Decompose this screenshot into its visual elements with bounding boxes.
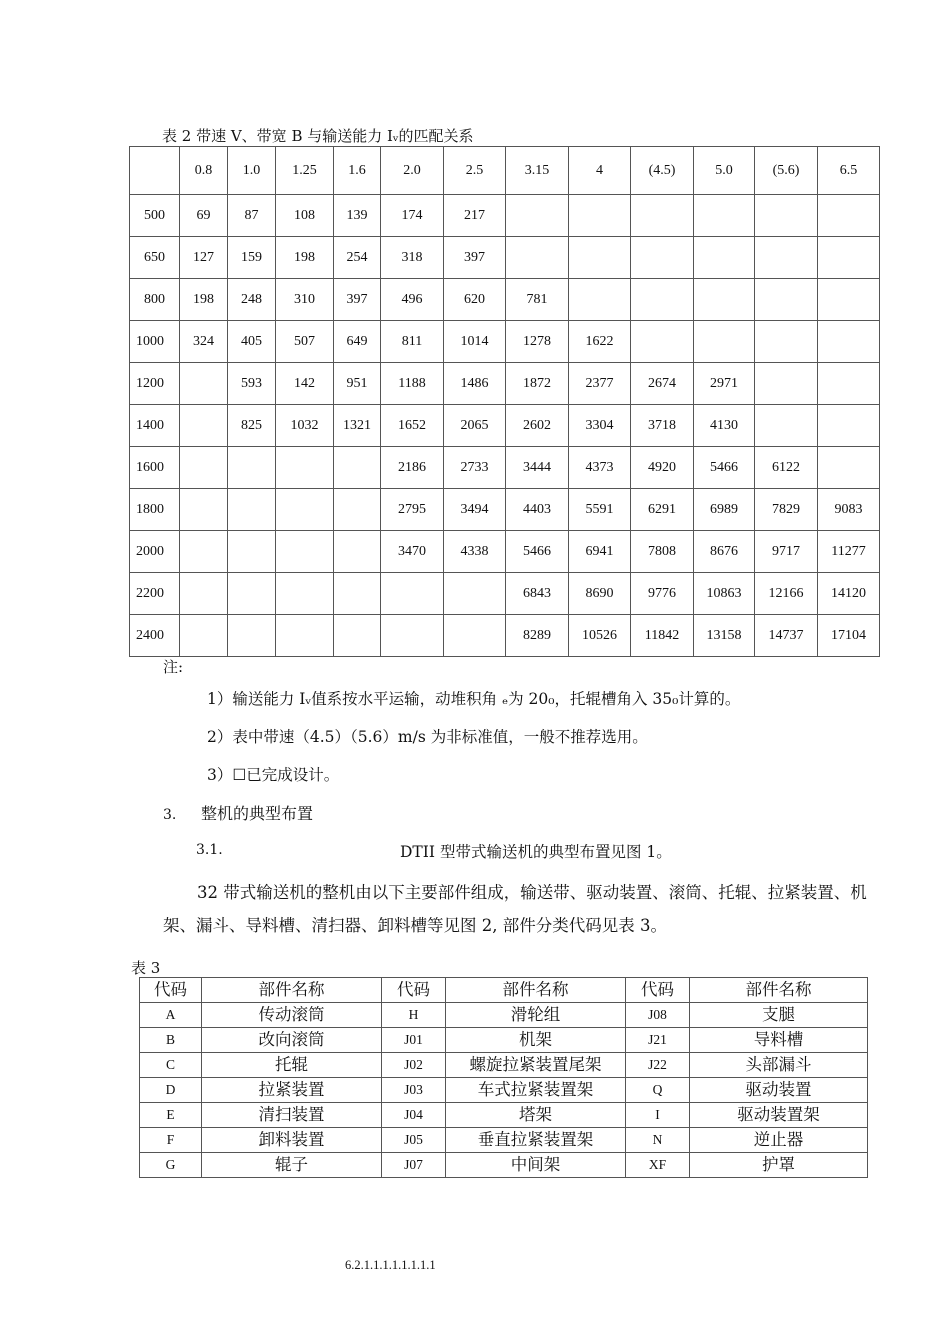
table-row — [130, 279, 880, 321]
capacity-cell: 217 — [444, 195, 506, 237]
capacity-cell — [334, 573, 381, 615]
capacity-cell: 69 — [180, 195, 228, 237]
capacity-cell: 8289 — [506, 615, 569, 657]
component-name-cell: 滑轮组 — [446, 1003, 626, 1028]
capacity-cell: 4130 — [694, 405, 755, 447]
speed-header-cell: (4.5) — [631, 147, 694, 195]
capacity-cell: 6989 — [694, 489, 755, 531]
paragraph-text: 32 带式输送机的整机由以下主要部件组成，输送带、驱动装置、滚筒、托辊、拉紧装置、机架、漏斗、导料槽、清扫器、卸料槽等见图 2, 部件分类代码见表 3。 — [163, 883, 867, 935]
capacity-cell: 14737 — [755, 615, 818, 657]
capacity-cell: 2186 — [381, 447, 444, 489]
speed-header-cell: 1.0 — [228, 147, 276, 195]
notes-heading: 注: — [163, 658, 184, 676]
capacity-cell: 1652 — [381, 405, 444, 447]
component-code-cell: Q — [626, 1078, 690, 1103]
capacity-cell — [818, 321, 880, 363]
component-name-cell: 传动滚筒 — [202, 1003, 382, 1028]
table-row — [140, 1103, 868, 1128]
component-name-cell: 卸料装置 — [202, 1128, 382, 1153]
note-item: 1）输送能力 Iᵥ值系按水平运输，动堆积角 ₑ为 20₀，托辊槽角入 35₀计算的。 — [207, 690, 741, 708]
capacity-cell: 1321 — [334, 405, 381, 447]
capacity-cell: 593 — [228, 363, 276, 405]
capacity-cell: 8690 — [569, 573, 631, 615]
capacity-cell: 10863 — [694, 573, 755, 615]
component-code-cell: J21 — [626, 1028, 690, 1053]
capacity-cell: 1872 — [506, 363, 569, 405]
belt-width-cell: 2000 — [130, 531, 180, 573]
capacity-cell: 1032 — [276, 405, 334, 447]
capacity-cell: 496 — [381, 279, 444, 321]
table-row — [130, 615, 880, 657]
capacity-cell: 174 — [381, 195, 444, 237]
table-row — [140, 1128, 868, 1153]
capacity-cell: 3470 — [381, 531, 444, 573]
capacity-cell — [506, 237, 569, 279]
capacity-cell — [276, 615, 334, 657]
capacity-cell: 397 — [334, 279, 381, 321]
capacity-cell: 1014 — [444, 321, 506, 363]
capacity-cell: 507 — [276, 321, 334, 363]
body-paragraph — [163, 876, 873, 942]
component-name-cell: 中间架 — [446, 1153, 626, 1178]
capacity-cell — [444, 615, 506, 657]
capacity-cell: 254 — [334, 237, 381, 279]
capacity-cell: 649 — [334, 321, 381, 363]
component-code-cell: H — [382, 1003, 446, 1028]
capacity-cell: 8676 — [694, 531, 755, 573]
capacity-cell — [755, 279, 818, 321]
component-name-cell: 导料槽 — [690, 1028, 868, 1053]
capacity-cell: 9717 — [755, 531, 818, 573]
belt-width-cell: 1600 — [130, 447, 180, 489]
capacity-cell — [228, 615, 276, 657]
speed-header-cell: 1.6 — [334, 147, 381, 195]
table3-caption: 表 3 — [131, 959, 161, 977]
capacity-cell: 2065 — [444, 405, 506, 447]
capacity-cell: 3494 — [444, 489, 506, 531]
component-name-cell: 拉紧装置 — [202, 1078, 382, 1103]
note-item: 2）表中带速（4.5）（5.6）m/s 为非标准值，一般不推荐选用。 — [207, 728, 648, 746]
component-code-cell: J07 — [382, 1153, 446, 1178]
component-code-cell: J22 — [626, 1053, 690, 1078]
capacity-cell: 6291 — [631, 489, 694, 531]
capacity-cell: 2674 — [631, 363, 694, 405]
capacity-cell: 7808 — [631, 531, 694, 573]
capacity-cell: 1278 — [506, 321, 569, 363]
capacity-cell: 6122 — [755, 447, 818, 489]
capacity-cell: 17104 — [818, 615, 880, 657]
table-row — [130, 195, 880, 237]
speed-header-cell: 3.15 — [506, 147, 569, 195]
capacity-cell: 9776 — [631, 573, 694, 615]
capacity-cell: 6843 — [506, 573, 569, 615]
capacity-cell — [755, 405, 818, 447]
component-code-cell: J03 — [382, 1078, 446, 1103]
component-name-cell: 改向滚筒 — [202, 1028, 382, 1053]
capacity-cell: 4373 — [569, 447, 631, 489]
component-name-cell: 机架 — [446, 1028, 626, 1053]
speed-header-cell: 1.25 — [276, 147, 334, 195]
component-name-cell: 头部漏斗 — [690, 1053, 868, 1078]
capacity-cell — [569, 279, 631, 321]
note-item: 3）☐已完成设计。 — [207, 766, 340, 784]
capacity-cell — [755, 321, 818, 363]
capacity-cell — [818, 237, 880, 279]
component-name-cell: 护罩 — [690, 1153, 868, 1178]
speed-header-cell: 4 — [569, 147, 631, 195]
capacity-cell: 159 — [228, 237, 276, 279]
component-code-cell: J01 — [382, 1028, 446, 1053]
component-code-cell: N — [626, 1128, 690, 1153]
table-row — [140, 1028, 868, 1053]
component-code-cell: I — [626, 1103, 690, 1128]
capacity-cell: 3304 — [569, 405, 631, 447]
speed-header-cell: 2.0 — [381, 147, 444, 195]
capacity-cell: 310 — [276, 279, 334, 321]
belt-width-cell: 800 — [130, 279, 180, 321]
capacity-cell: 12166 — [755, 573, 818, 615]
component-code-cell: B — [140, 1028, 202, 1053]
component-name-cell: 托辊 — [202, 1053, 382, 1078]
capacity-cell — [631, 237, 694, 279]
capacity-cell: 811 — [381, 321, 444, 363]
component-code-cell: J05 — [382, 1128, 446, 1153]
capacity-cell — [228, 489, 276, 531]
component-name-cell: 驱动装置架 — [690, 1103, 868, 1128]
belt-width-cell: 2200 — [130, 573, 180, 615]
capacity-cell — [818, 195, 880, 237]
component-name-cell: 车式拉紧装置架 — [446, 1078, 626, 1103]
component-name-cell: 螺旋拉紧装置尾架 — [446, 1053, 626, 1078]
capacity-cell — [276, 447, 334, 489]
column-header: 代码 — [382, 978, 446, 1003]
capacity-cell — [755, 363, 818, 405]
capacity-cell: 3718 — [631, 405, 694, 447]
column-header: 代码 — [140, 978, 202, 1003]
capacity-cell — [334, 615, 381, 657]
belt-width-cell: 500 — [130, 195, 180, 237]
capacity-cell: 248 — [228, 279, 276, 321]
capacity-cell — [818, 405, 880, 447]
table-row — [130, 447, 880, 489]
capacity-cell: 142 — [276, 363, 334, 405]
capacity-cell — [694, 321, 755, 363]
capacity-cell — [694, 195, 755, 237]
subsection-number: 3.1. — [196, 842, 223, 858]
capacity-cell — [755, 237, 818, 279]
component-name-cell: 辊子 — [202, 1153, 382, 1178]
section-heading — [163, 801, 313, 824]
capacity-cell: 5466 — [694, 447, 755, 489]
component-code-cell: XF — [626, 1153, 690, 1178]
capacity-cell — [180, 405, 228, 447]
speed-header-cell: (5.6) — [755, 147, 818, 195]
component-name-cell: 驱动装置 — [690, 1078, 868, 1103]
capacity-cell: 620 — [444, 279, 506, 321]
capacity-cell — [334, 531, 381, 573]
capacity-cell — [276, 531, 334, 573]
capacity-cell: 11277 — [818, 531, 880, 573]
capacity-cell — [180, 615, 228, 657]
belt-width-cell: 650 — [130, 237, 180, 279]
component-code-cell: A — [140, 1003, 202, 1028]
component-code-cell: G — [140, 1153, 202, 1178]
capacity-cell — [334, 447, 381, 489]
capacity-cell — [569, 237, 631, 279]
capacity-cell — [818, 279, 880, 321]
speed-header-cell: 5.0 — [694, 147, 755, 195]
capacity-cell — [381, 615, 444, 657]
capacity-cell: 781 — [506, 279, 569, 321]
capacity-cell — [506, 195, 569, 237]
table-header-row — [130, 147, 880, 195]
belt-width-cell: 1200 — [130, 363, 180, 405]
capacity-cell: 318 — [381, 237, 444, 279]
page-footer: 6.2.1.1.1.1.1.1.1.1 — [345, 1258, 436, 1272]
capacity-cell: 108 — [276, 195, 334, 237]
section-title: 整机的典型布置 — [201, 804, 314, 823]
capacity-cell: 9083 — [818, 489, 880, 531]
capacity-cell: 3444 — [506, 447, 569, 489]
capacity-cell: 13158 — [694, 615, 755, 657]
subsection-text: DTII 型带式输送机的典型布置见图 1。 — [400, 843, 672, 861]
capacity-cell — [228, 447, 276, 489]
capacity-cell — [180, 363, 228, 405]
table-row — [130, 573, 880, 615]
capacity-cell: 2795 — [381, 489, 444, 531]
column-header: 部件名称 — [202, 978, 382, 1003]
capacity-cell — [694, 237, 755, 279]
component-code-cell: J08 — [626, 1003, 690, 1028]
component-name-cell: 清扫装置 — [202, 1103, 382, 1128]
component-code-cell: J02 — [382, 1053, 446, 1078]
table-row — [130, 489, 880, 531]
component-code-cell: D — [140, 1078, 202, 1103]
capacity-cell — [631, 321, 694, 363]
table-row — [140, 1053, 868, 1078]
capacity-cell: 2733 — [444, 447, 506, 489]
table-row — [130, 321, 880, 363]
belt-width-cell: 1800 — [130, 489, 180, 531]
capacity-cell — [569, 195, 631, 237]
section-number: 3. — [163, 807, 177, 823]
capacity-cell — [180, 573, 228, 615]
capacity-cell: 4338 — [444, 531, 506, 573]
capacity-cell: 2377 — [569, 363, 631, 405]
capacity-cell — [444, 573, 506, 615]
capacity-cell: 7829 — [755, 489, 818, 531]
component-name-cell: 垂直拉紧装置架 — [446, 1128, 626, 1153]
capacity-table — [129, 146, 880, 657]
capacity-cell — [276, 489, 334, 531]
table2-caption: 表 2 带速 V、带宽 B 与输送能力 Iᵥ的匹配关系 — [162, 127, 474, 145]
capacity-cell: 1188 — [381, 363, 444, 405]
column-header: 部件名称 — [690, 978, 868, 1003]
speed-header-cell: 6.5 — [818, 147, 880, 195]
capacity-cell — [334, 489, 381, 531]
capacity-cell: 2971 — [694, 363, 755, 405]
capacity-cell: 14120 — [818, 573, 880, 615]
capacity-cell — [818, 363, 880, 405]
capacity-cell: 1486 — [444, 363, 506, 405]
belt-width-cell: 1400 — [130, 405, 180, 447]
component-code-cell: E — [140, 1103, 202, 1128]
speed-header-cell: 0.8 — [180, 147, 228, 195]
capacity-cell: 198 — [276, 237, 334, 279]
table-row — [140, 1078, 868, 1103]
table-row — [140, 1003, 868, 1028]
capacity-cell — [381, 573, 444, 615]
capacity-cell — [228, 573, 276, 615]
capacity-cell: 11842 — [631, 615, 694, 657]
capacity-cell: 127 — [180, 237, 228, 279]
capacity-cell: 5591 — [569, 489, 631, 531]
corner-cell — [130, 147, 180, 195]
capacity-cell: 6941 — [569, 531, 631, 573]
capacity-cell: 10526 — [569, 615, 631, 657]
belt-width-cell: 1000 — [130, 321, 180, 363]
capacity-cell — [631, 279, 694, 321]
speed-header-cell: 2.5 — [444, 147, 506, 195]
column-header: 部件名称 — [446, 978, 626, 1003]
capacity-cell: 324 — [180, 321, 228, 363]
capacity-cell: 198 — [180, 279, 228, 321]
capacity-cell — [694, 279, 755, 321]
capacity-cell: 2602 — [506, 405, 569, 447]
component-code-cell: J04 — [382, 1103, 446, 1128]
component-name-cell: 逆止器 — [690, 1128, 868, 1153]
capacity-cell: 825 — [228, 405, 276, 447]
component-code-table — [139, 977, 868, 1178]
capacity-cell — [818, 447, 880, 489]
table-row — [140, 1153, 868, 1178]
table-row — [130, 237, 880, 279]
belt-width-cell: 2400 — [130, 615, 180, 657]
capacity-cell: 951 — [334, 363, 381, 405]
table-header-row — [140, 978, 868, 1003]
capacity-cell: 87 — [228, 195, 276, 237]
capacity-cell — [276, 573, 334, 615]
capacity-cell: 5466 — [506, 531, 569, 573]
capacity-cell — [180, 447, 228, 489]
component-name-cell: 塔架 — [446, 1103, 626, 1128]
capacity-cell — [180, 531, 228, 573]
component-code-cell: C — [140, 1053, 202, 1078]
table-row — [130, 531, 880, 573]
capacity-cell — [631, 195, 694, 237]
column-header: 代码 — [626, 978, 690, 1003]
table-row — [130, 363, 880, 405]
component-name-cell: 支腿 — [690, 1003, 868, 1028]
table-row — [130, 405, 880, 447]
capacity-cell: 4920 — [631, 447, 694, 489]
capacity-cell: 139 — [334, 195, 381, 237]
component-code-cell: F — [140, 1128, 202, 1153]
capacity-cell: 397 — [444, 237, 506, 279]
capacity-cell: 4403 — [506, 489, 569, 531]
capacity-cell: 1622 — [569, 321, 631, 363]
capacity-cell — [228, 531, 276, 573]
capacity-cell — [180, 489, 228, 531]
capacity-cell — [755, 195, 818, 237]
capacity-cell: 405 — [228, 321, 276, 363]
